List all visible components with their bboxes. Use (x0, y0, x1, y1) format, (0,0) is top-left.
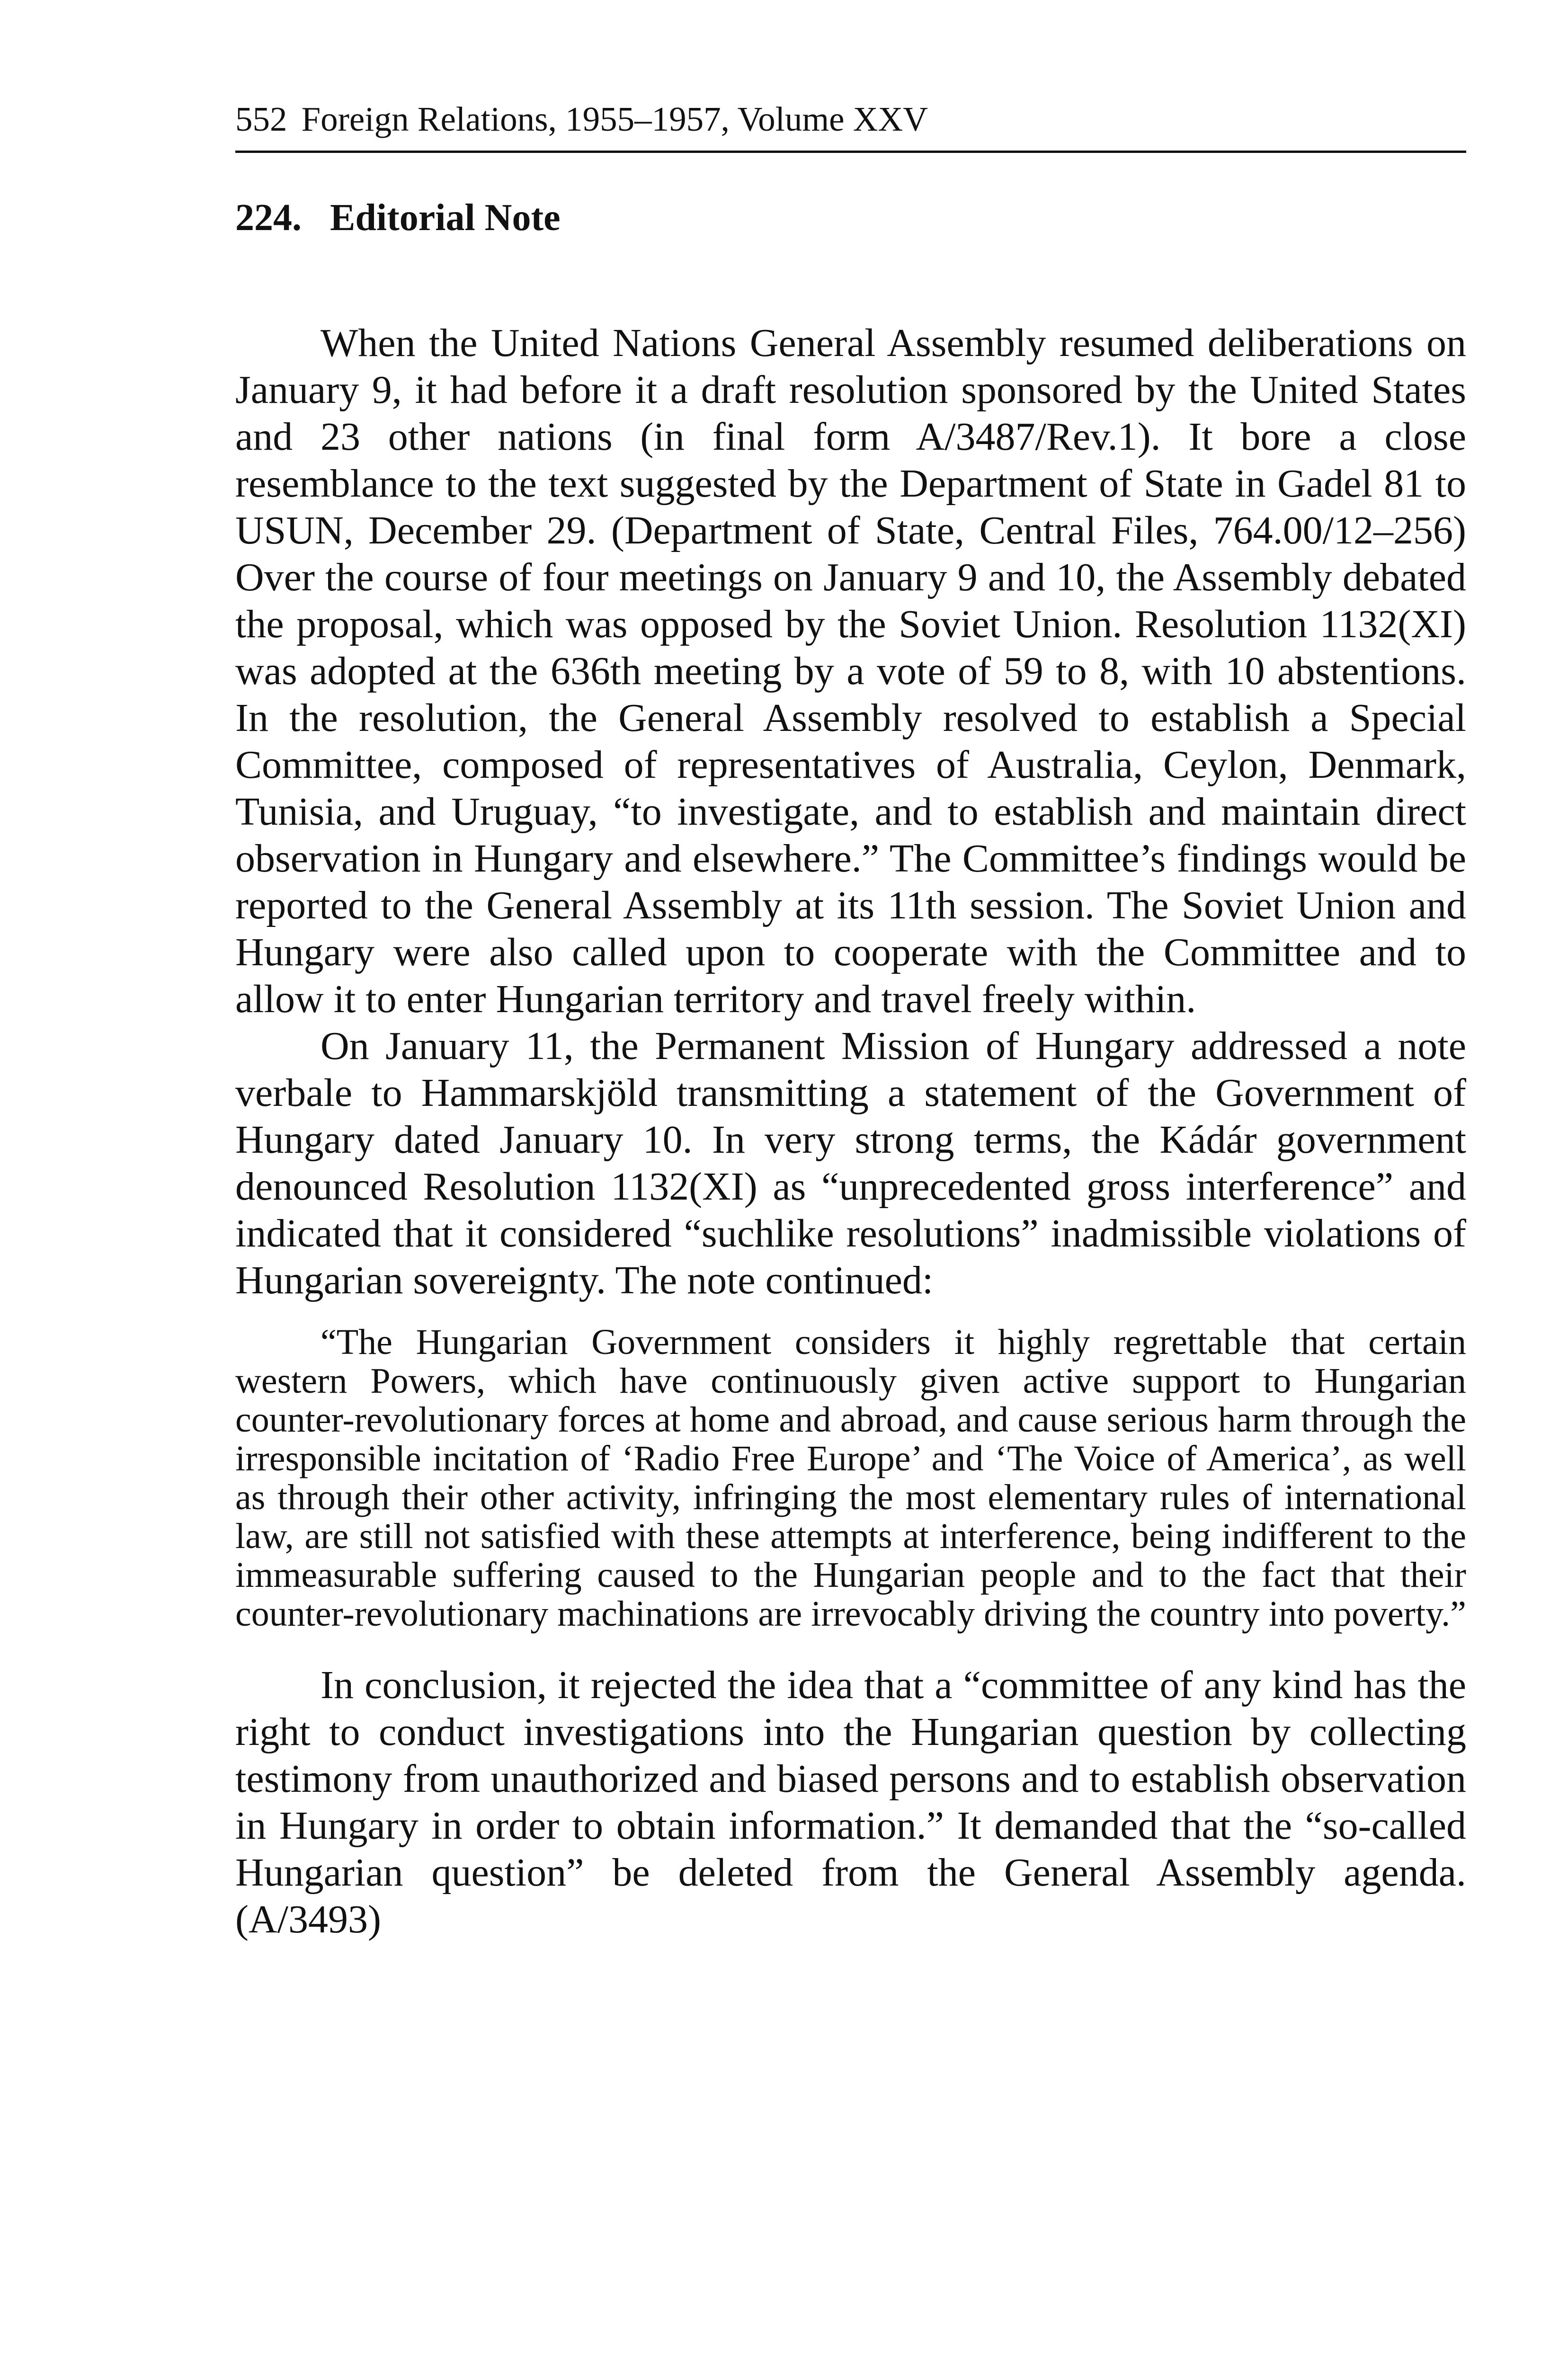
running-title: Foreign Relations, 1955–1957, Volume XXV (301, 100, 928, 138)
document-title: Editorial Note (330, 197, 561, 239)
document-body (235, 320, 1466, 1943)
body-paragraph: When the United Nations General Assembly resumed deliberations on January 9, it had before it a draft resolution sponsored by the United States and 23 other nations (in final form A/3487/Rev.1). It bore a close resemblance to the text suggested by the Department of State in Gadel 81 to USUN, December 29. (Department of State, Central Files, 764.00/12–256) Over the course of four meetings on January 9 and 10, the Assembly debated the proposal, which was opposed by the Soviet Union. Resolution 1132(XI) was adopted at the 636th meeting by a vote of 59 to 8, with 10 abstentions. In the resolution, the General Assembly resolved to establish a Special Committee, composed of representatives of Australia, Ceylon, Denmark, Tunisia, and Uruguay, “to investigate, and to establish and maintain direct observation in Hungary and elsewhere.” The Committee’s findings would be reported to the General Assembly at its 11th session. The Soviet Union and Hungary were also called upon to cooperate with the Committee and to allow it to enter Hungarian territory and travel freely within. (235, 321, 1466, 1021)
document-number: 224. (235, 197, 302, 239)
closing-paragraph: In conclusion, it rejected the idea that a “committee of any kind has the right to conduct investigations into the Hungarian question by collecting testimony from unauthorized and biased persons and to establish observation in Hungary in order to obtain information.” It demanded that the “so-called Hungarian question” be deleted from the General Assembly agenda. (A/3493) (235, 1663, 1466, 1941)
body-paragraph: On January 11, the Permanent Mission of Hungary addressed a note verbale to Hammarskjöld transmitting a statement of the Government of Hungary dated January 10. In very strong terms, the Kádár government denounced Resolution 1132(XI) as “unprecedented gross interference” and indicated that it considered “suchlike resolutions” inadmissible violations of Hungarian sovereignty. The note continued: (235, 1024, 1466, 1302)
header-rule (235, 151, 1466, 153)
running-header (235, 102, 1466, 136)
block-quote: “The Hungarian Government considers it highly regrettable that certain western Powers, which have continuously given active support to Hungarian counter-revolutionary forces at home and abroad, and cause serious harm through the irresponsible incitation of ‘Radio Free Europe’ and ‘The Voice of America’, as well as through their other activity, infringing the most elementary rules of international law, are still not satisfied with these attempts at interference, being indifferent to the immeasurable suffering caused to the Hungarian people and to the fact that their counter-revolutionary machinations are irrevocably driving the country into poverty.” (235, 1322, 1466, 1634)
page-number: 552 (235, 100, 287, 138)
document-heading (235, 199, 561, 237)
